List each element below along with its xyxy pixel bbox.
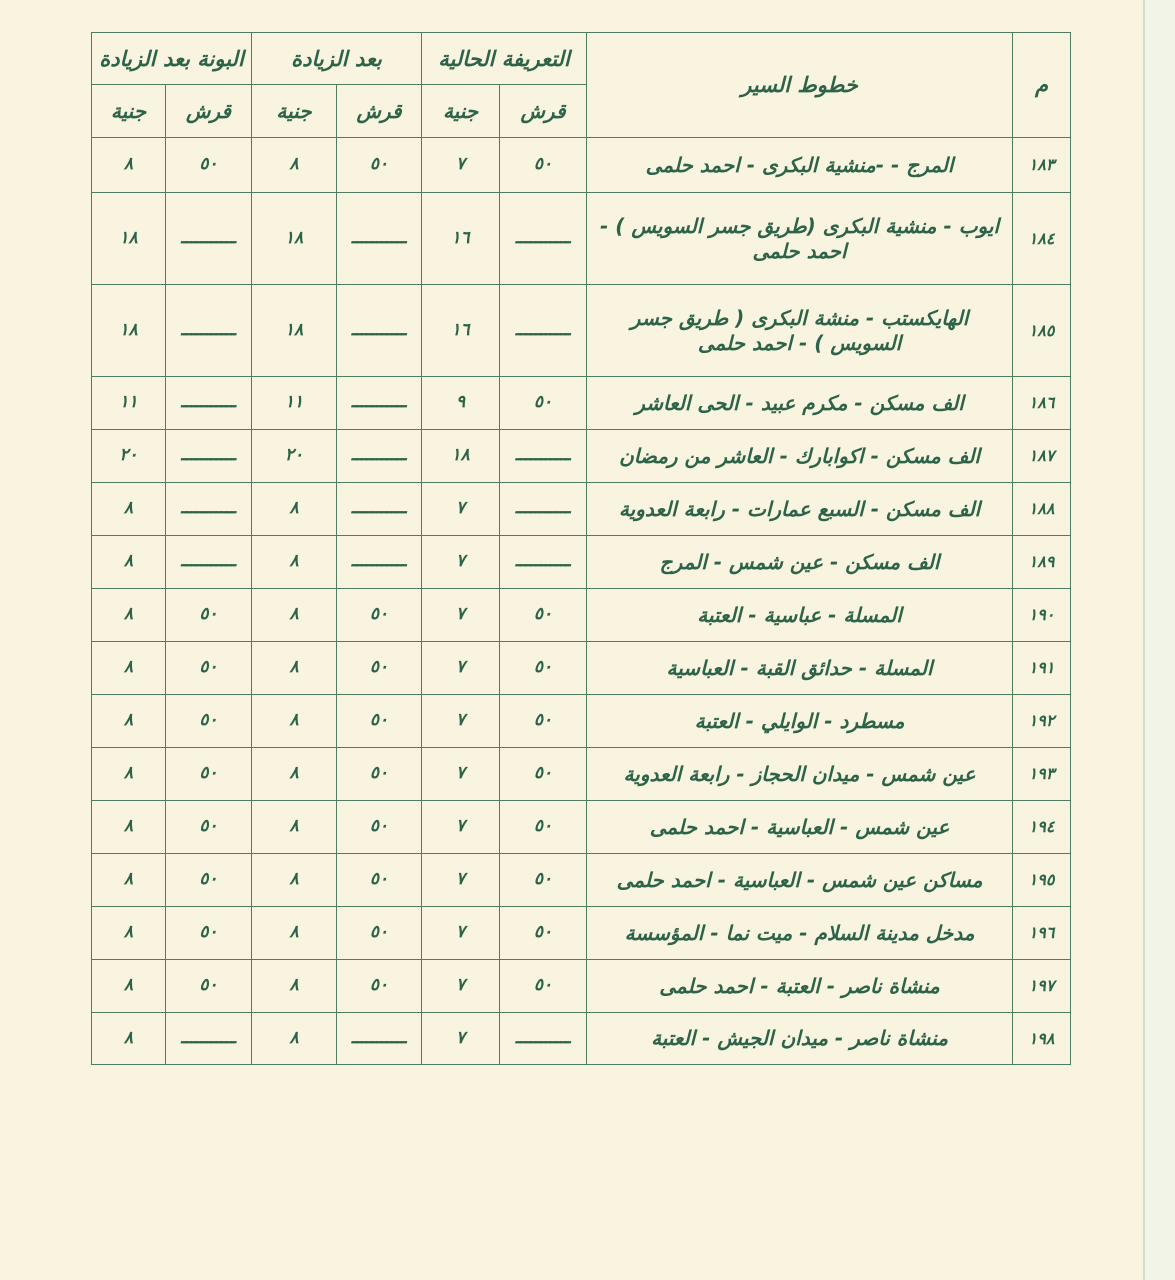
serial-cell: ١٨٤ (1013, 193, 1071, 285)
serial-cell: ١٨٥ (1013, 285, 1071, 377)
serial-cell: ١٩٣ (1013, 748, 1071, 801)
current-qirsh-cell: ٥٠ (500, 377, 587, 430)
header-group-current-tariff: التعريفة الحالية (422, 33, 587, 85)
serial-cell: ١٨٧ (1013, 430, 1071, 483)
current-geneh-cell: ٧ (422, 138, 500, 193)
route-cell: المسلة - عباسية - العتبة (587, 589, 1013, 642)
current-geneh-cell: ١٦ (422, 285, 500, 377)
after-qirsh-cell: ٥٠ (337, 138, 422, 193)
current-qirsh-cell: ٥٠ (500, 801, 587, 854)
serial-cell: ١٩٦ (1013, 907, 1071, 960)
current-qirsh-cell: ـــــــــــ (500, 483, 587, 536)
table-row (92, 483, 1071, 536)
after-qirsh-cell: ـــــــــــ (337, 377, 422, 430)
header-group-row (92, 33, 1071, 85)
after-geneh-cell: ٢٠ (252, 430, 337, 483)
serial-cell: ١٩٧ (1013, 960, 1071, 1013)
table-row (92, 193, 1071, 285)
header-routes: خطوط السير (587, 33, 1013, 138)
coupon-qirsh-cell: ٥٠ (166, 907, 252, 960)
current-geneh-cell: ٧ (422, 536, 500, 589)
after-qirsh-cell: ـــــــــــ (337, 193, 422, 285)
after-geneh-cell: ٨ (252, 907, 337, 960)
current-geneh-cell: ٧ (422, 801, 500, 854)
route-cell: مدخل مدينة السلام - ميت نما - المؤسسة (587, 907, 1013, 960)
after-geneh-cell: ٨ (252, 138, 337, 193)
after-geneh-cell: ٨ (252, 483, 337, 536)
serial-cell: ١٩٨ (1013, 1013, 1071, 1065)
after-geneh-cell: ١٨ (252, 193, 337, 285)
route-cell: الهايكستب - منشة البكرى ( طريق جسر السويس ) - احمد حلمى (587, 285, 1013, 377)
after-geneh-cell: ٨ (252, 642, 337, 695)
current-geneh-cell: ٧ (422, 483, 500, 536)
current-qirsh-cell: ٥٠ (500, 589, 587, 642)
coupon-geneh-cell: ٨ (92, 536, 166, 589)
coupon-geneh-cell: ١١ (92, 377, 166, 430)
current-geneh-cell: ٧ (422, 1013, 500, 1065)
after-qirsh-cell: ٥٠ (337, 589, 422, 642)
route-cell: المرج - -منشية البكرى - احمد حلمى (587, 138, 1013, 193)
serial-cell: ١٩٥ (1013, 854, 1071, 907)
current-geneh-cell: ٧ (422, 589, 500, 642)
coupon-geneh-cell: ٨ (92, 960, 166, 1013)
current-qirsh-cell: ٥٠ (500, 748, 587, 801)
coupon-qirsh-cell: ـــــــــــ (166, 193, 252, 285)
coupon-geneh-cell: ٨ (92, 1013, 166, 1065)
current-geneh-cell: ٧ (422, 642, 500, 695)
coupon-geneh-cell: ٨ (92, 483, 166, 536)
route-cell: المسلة - حدائق القبة - العباسية (587, 642, 1013, 695)
table-row (92, 748, 1071, 801)
coupon-geneh-cell: ٨ (92, 748, 166, 801)
coupon-geneh-cell: ٨ (92, 642, 166, 695)
serial-cell: ١٩١ (1013, 642, 1071, 695)
after-geneh-cell: ١١ (252, 377, 337, 430)
route-cell: منشاة ناصر - العتبة - احمد حلمى (587, 960, 1013, 1013)
coupon-qirsh-cell: ٥٠ (166, 960, 252, 1013)
coupon-geneh-cell: ١٨ (92, 285, 166, 377)
serial-cell: ١٨٦ (1013, 377, 1071, 430)
route-cell: مساكن عين شمس - العباسية - احمد حلمى (587, 854, 1013, 907)
coupon-geneh-cell: ٨ (92, 801, 166, 854)
coupon-geneh-cell: ٨ (92, 907, 166, 960)
coupon-geneh-cell: ٨ (92, 138, 166, 193)
after-geneh-cell: ٨ (252, 748, 337, 801)
table-row (92, 430, 1071, 483)
current-qirsh-cell: ٥٠ (500, 854, 587, 907)
route-cell: الف مسكن - عين شمس - المرج (587, 536, 1013, 589)
current-geneh-cell: ٧ (422, 960, 500, 1013)
table-row (92, 285, 1071, 377)
table-row (92, 1013, 1071, 1065)
table-row (92, 960, 1071, 1013)
coupon-qirsh-cell: ٥٠ (166, 642, 252, 695)
after-geneh-cell: ٨ (252, 695, 337, 748)
route-cell: ايوب - منشية البكرى (طريق جسر السويس ) - احمد حلمى (587, 193, 1013, 285)
coupon-qirsh-cell: ٥٠ (166, 854, 252, 907)
after-geneh-cell: ٨ (252, 536, 337, 589)
table-row (92, 377, 1071, 430)
serial-cell: ١٩٤ (1013, 801, 1071, 854)
table-row (92, 801, 1071, 854)
after-geneh-cell: ٨ (252, 960, 337, 1013)
header-coupon-geneh: جنية (92, 85, 166, 138)
after-geneh-cell: ٨ (252, 1013, 337, 1065)
current-geneh-cell: ١٦ (422, 193, 500, 285)
route-cell: الف مسكن - السبع عمارات - رابعة العدوية (587, 483, 1013, 536)
coupon-qirsh-cell: ـــــــــــ (166, 536, 252, 589)
table-row (92, 589, 1071, 642)
after-qirsh-cell: ٥٠ (337, 748, 422, 801)
current-qirsh-cell: ـــــــــــ (500, 193, 587, 285)
after-qirsh-cell: ٥٠ (337, 695, 422, 748)
table-row (92, 695, 1071, 748)
header-coupon-qirsh: قرش (166, 85, 252, 138)
route-cell: مسطرد - الوايلي - العتبة (587, 695, 1013, 748)
route-cell: منشاة ناصر - ميدان الجيش - العتبة (587, 1013, 1013, 1065)
after-qirsh-cell: ـــــــــــ (337, 536, 422, 589)
table-row (92, 138, 1071, 193)
coupon-qirsh-cell: ٥٠ (166, 695, 252, 748)
header-current-geneh: جنية (422, 85, 500, 138)
current-qirsh-cell: ـــــــــــ (500, 285, 587, 377)
current-geneh-cell: ٧ (422, 748, 500, 801)
current-geneh-cell: ٩ (422, 377, 500, 430)
scan-edge-strip (1143, 0, 1175, 1280)
coupon-qirsh-cell: ـــــــــــ (166, 483, 252, 536)
after-geneh-cell: ٨ (252, 854, 337, 907)
current-qirsh-cell: ـــــــــــ (500, 1013, 587, 1065)
after-qirsh-cell: ـــــــــــ (337, 285, 422, 377)
coupon-qirsh-cell: ٥٠ (166, 801, 252, 854)
after-geneh-cell: ١٨ (252, 285, 337, 377)
route-cell: الف مسكن - مكرم عبيد - الحى العاشر (587, 377, 1013, 430)
route-cell: عين شمس - ميدان الحجاز - رابعة العدوية (587, 748, 1013, 801)
current-qirsh-cell: ٥٠ (500, 138, 587, 193)
coupon-geneh-cell: ٨ (92, 589, 166, 642)
after-qirsh-cell: ٥٠ (337, 854, 422, 907)
coupon-geneh-cell: ١٨ (92, 193, 166, 285)
table-row (92, 642, 1071, 695)
serial-cell: ١٨٩ (1013, 536, 1071, 589)
serial-cell: ١٨٣ (1013, 138, 1071, 193)
coupon-qirsh-cell: ـــــــــــ (166, 285, 252, 377)
current-geneh-cell: ٧ (422, 695, 500, 748)
coupon-geneh-cell: ٨ (92, 854, 166, 907)
current-qirsh-cell: ـــــــــــ (500, 430, 587, 483)
current-qirsh-cell: ٥٠ (500, 695, 587, 748)
route-cell: الف مسكن - اكوابارك - العاشر من رمضان (587, 430, 1013, 483)
coupon-qirsh-cell: ٥٠ (166, 138, 252, 193)
table-row (92, 854, 1071, 907)
coupon-qirsh-cell: ٥٠ (166, 748, 252, 801)
coupon-qirsh-cell: ٥٠ (166, 589, 252, 642)
after-qirsh-cell: ٥٠ (337, 642, 422, 695)
after-qirsh-cell: ـــــــــــ (337, 1013, 422, 1065)
after-qirsh-cell: ٥٠ (337, 960, 422, 1013)
header-group-coupon-after-increase: البونة بعد الزيادة (92, 33, 252, 85)
fare-table (91, 32, 1071, 1065)
current-geneh-cell: ١٨ (422, 430, 500, 483)
after-qirsh-cell: ـــــــــــ (337, 430, 422, 483)
coupon-qirsh-cell: ـــــــــــ (166, 377, 252, 430)
table-row (92, 907, 1071, 960)
after-geneh-cell: ٨ (252, 589, 337, 642)
current-geneh-cell: ٧ (422, 907, 500, 960)
serial-cell: ١٩٠ (1013, 589, 1071, 642)
table-row (92, 536, 1071, 589)
after-qirsh-cell: ٥٠ (337, 801, 422, 854)
after-geneh-cell: ٨ (252, 801, 337, 854)
coupon-geneh-cell: ٨ (92, 695, 166, 748)
serial-cell: ١٨٨ (1013, 483, 1071, 536)
current-qirsh-cell: ٥٠ (500, 960, 587, 1013)
coupon-qirsh-cell: ـــــــــــ (166, 1013, 252, 1065)
coupon-qirsh-cell: ـــــــــــ (166, 430, 252, 483)
after-qirsh-cell: ـــــــــــ (337, 483, 422, 536)
coupon-geneh-cell: ٢٠ (92, 430, 166, 483)
current-qirsh-cell: ٥٠ (500, 642, 587, 695)
header-serial: م (1013, 33, 1071, 138)
header-group-after-increase: بعد الزيادة (252, 33, 422, 85)
header-after-geneh: جنية (252, 85, 337, 138)
header-current-qirsh: قرش (500, 85, 587, 138)
after-qirsh-cell: ٥٠ (337, 907, 422, 960)
current-qirsh-cell: ٥٠ (500, 907, 587, 960)
current-qirsh-cell: ـــــــــــ (500, 536, 587, 589)
header-after-qirsh: قرش (337, 85, 422, 138)
current-geneh-cell: ٧ (422, 854, 500, 907)
route-cell: عين شمس - العباسية - احمد حلمى (587, 801, 1013, 854)
serial-cell: ١٩٢ (1013, 695, 1071, 748)
